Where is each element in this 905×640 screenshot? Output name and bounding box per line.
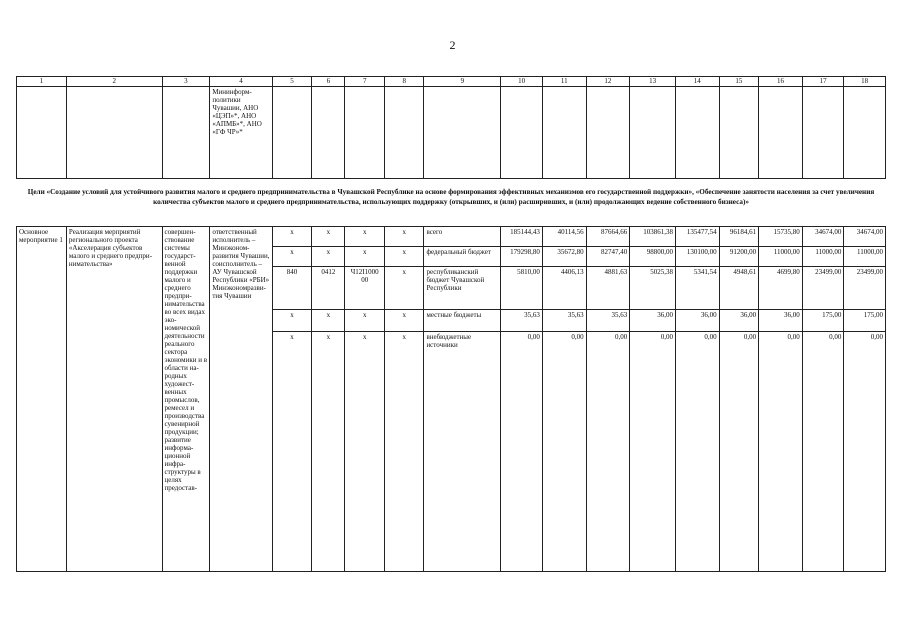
column-number: 5 xyxy=(272,77,312,87)
value-cell: 135477,54 xyxy=(675,227,719,247)
value-cell: 82747,40 xyxy=(586,247,630,267)
grbs-code: x xyxy=(272,331,312,571)
target-article-code: x xyxy=(345,227,385,247)
column-number: 9 xyxy=(424,77,501,87)
section-code: 0412 xyxy=(312,267,345,309)
value-cell: 4406,13 xyxy=(542,267,586,309)
column-number: 1 xyxy=(17,77,67,87)
funding-source: республиканский бюджет Чувашской Республики xyxy=(424,267,501,309)
table-row xyxy=(17,227,886,247)
column-number-row xyxy=(17,77,886,87)
grbs-code: 840 xyxy=(272,267,312,309)
column-number: 7 xyxy=(345,77,385,87)
value-cell: 11000,00 xyxy=(844,247,886,267)
value-cell: 34674,00 xyxy=(802,227,844,247)
value-cell: 36,00 xyxy=(719,309,759,331)
value-cell: 98800,00 xyxy=(630,247,676,267)
value-cell: 91200,00 xyxy=(719,247,759,267)
funding-source: всего xyxy=(424,227,501,247)
goal-heading: Цели «Создание условий для устойчивого развития малого и среднего предпринимательства в Чувашской Республике на основе формирования эффективных механизмов его государственной поддержки», «Обеспечение занятости населения за счет увеличения количества субъектов малого и среднего предпринимательства, использующих поддержку (открывших, и (или) расширивших, и (или) продолжающих ведение собственного бизнеса)» xyxy=(27,188,875,206)
value-cell: 0,00 xyxy=(759,331,803,571)
expense-type-code: x xyxy=(384,267,424,309)
value-cell: 36,00 xyxy=(630,309,676,331)
column-number: 10 xyxy=(501,77,543,87)
responsible-executors: ответственный исполнитель – Минэкономразвития Чувашии, соисполнитель – АУ Чувашской Республики «РБИ» Минэкономразвития Чувашии xyxy=(210,227,272,572)
value-cell: 36,00 xyxy=(759,309,803,331)
column-number: 17 xyxy=(802,77,844,87)
value-cell: 15735,80 xyxy=(759,227,803,247)
value-cell: 36,00 xyxy=(675,309,719,331)
value-cell: 175,00 xyxy=(802,309,844,331)
value-cell: 0,00 xyxy=(542,331,586,571)
funding-source: федеральный бюджет xyxy=(424,247,501,267)
grbs-code: x xyxy=(272,247,312,267)
target-article-code: x xyxy=(345,331,385,571)
main-table xyxy=(16,226,886,572)
value-cell: 23499,00 xyxy=(844,267,886,309)
measure-number: Основное мероприятие 1 xyxy=(17,227,67,572)
value-cell: 4948,61 xyxy=(719,267,759,309)
column-number: 6 xyxy=(312,77,345,87)
page-number: 2 xyxy=(449,38,456,52)
continuation-table xyxy=(16,76,886,179)
column-number: 11 xyxy=(542,77,586,87)
column-number: 8 xyxy=(384,77,424,87)
column-number: 4 xyxy=(210,77,272,87)
funding-source: внебюджетные источники xyxy=(424,331,501,571)
value-cell: 5025,38 xyxy=(630,267,676,309)
value-cell: 0,00 xyxy=(675,331,719,571)
target-article-code: x xyxy=(345,247,385,267)
value-cell: 179298,80 xyxy=(501,247,543,267)
funding-source: местные бюджеты xyxy=(424,309,501,331)
value-cell: 5341,54 xyxy=(675,267,719,309)
expense-type-code: x xyxy=(384,227,424,247)
measure-title: Реализация мерприятий регионального проекта «Акселерация субъектов малого и среднего предпринимательства» xyxy=(66,227,162,572)
continuation-executors: Мининформполитики Чувашии, АНО «ЦЭП»*, АНО «АПМБ»*, АНО «ГФ ЧР»* xyxy=(210,87,272,179)
value-cell: 0,00 xyxy=(802,331,844,571)
value-cell: 5810,00 xyxy=(501,267,543,309)
value-cell: 4699,80 xyxy=(759,267,803,309)
section-code: x xyxy=(312,331,345,571)
value-cell: 87664,66 xyxy=(586,227,630,247)
value-cell: 0,00 xyxy=(586,331,630,571)
grbs-code: x xyxy=(272,309,312,331)
section-code: x xyxy=(312,227,345,247)
expense-type-code: x xyxy=(384,247,424,267)
column-number: 3 xyxy=(162,77,210,87)
value-cell: 11000,00 xyxy=(802,247,844,267)
value-cell: 11000,00 xyxy=(759,247,803,267)
value-cell: 0,00 xyxy=(501,331,543,571)
value-cell: 175,00 xyxy=(844,309,886,331)
column-number: 12 xyxy=(586,77,630,87)
value-cell: 23499,00 xyxy=(802,267,844,309)
value-cell: 185144,43 xyxy=(501,227,543,247)
value-cell: 35,63 xyxy=(542,309,586,331)
column-number: 14 xyxy=(675,77,719,87)
value-cell: 40114,56 xyxy=(542,227,586,247)
target-article-code: Ч12I1000 00 xyxy=(345,267,385,309)
expense-type-code: x xyxy=(384,309,424,331)
value-cell: 130100,00 xyxy=(675,247,719,267)
grbs-code: x xyxy=(272,227,312,247)
section-code: x xyxy=(312,247,345,267)
value-cell: 35,63 xyxy=(586,309,630,331)
value-cell: 0,00 xyxy=(630,331,676,571)
value-cell: 103861,38 xyxy=(630,227,676,247)
measure-goal-description: совершенствование системы государственной поддержки малого и среднего предпринимательства во всех видах экономической деятельности реального сектора экономики и в области народных художественных промыслов, ремесел и производства сувенирной продукции; развитие информационной инфраструктуры в целях предостав- xyxy=(162,227,210,572)
value-cell: 0,00 xyxy=(844,331,886,571)
column-number: 15 xyxy=(719,77,759,87)
value-cell: 4881,63 xyxy=(586,267,630,309)
target-article-code: x xyxy=(345,309,385,331)
section-code: x xyxy=(312,309,345,331)
continuation-row xyxy=(17,87,886,179)
column-number: 18 xyxy=(844,77,886,87)
column-number: 2 xyxy=(66,77,162,87)
value-cell: 34674,00 xyxy=(844,227,886,247)
value-cell: 96184,61 xyxy=(719,227,759,247)
value-cell: 35,63 xyxy=(501,309,543,331)
expense-type-code: x xyxy=(384,331,424,571)
column-number: 16 xyxy=(759,77,803,87)
column-number: 13 xyxy=(630,77,676,87)
value-cell: 0,00 xyxy=(719,331,759,571)
value-cell: 35672,80 xyxy=(542,247,586,267)
